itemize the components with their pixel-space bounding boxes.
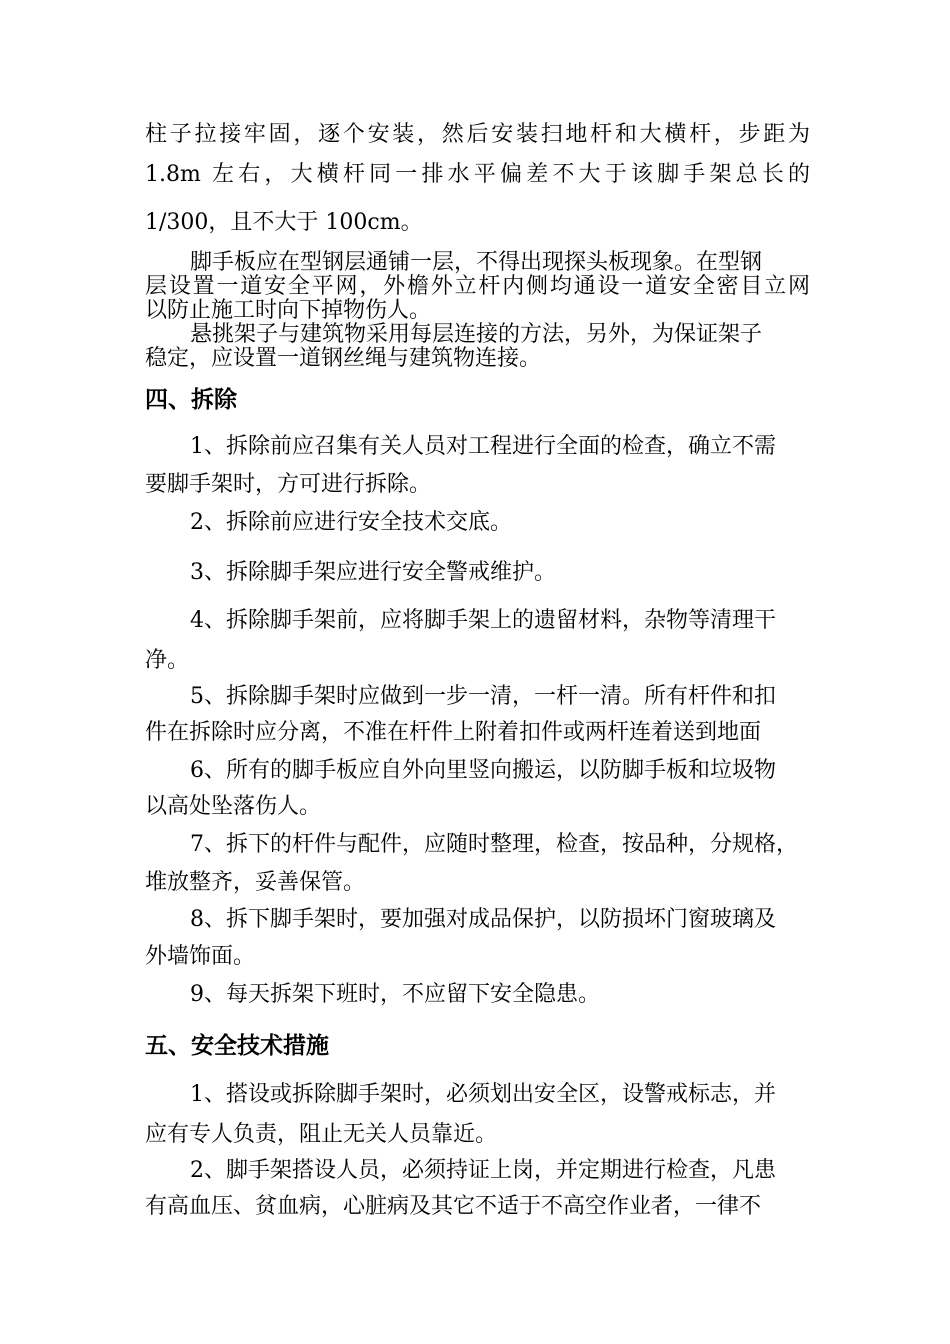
list-item-line: 9、每天拆架下班时，不应留下安全隐患。: [190, 982, 600, 1007]
paragraph-line: 悬挑架子与建筑物采用每层连接的方法，另外，为保证架子: [190, 322, 763, 347]
list-item-line: 以高处坠落伤人。: [145, 794, 322, 819]
paragraph-line: 1/300，且不大于 100cm。: [145, 210, 423, 235]
list-item-line: 外墙饰面。: [145, 944, 256, 969]
list-item-line: 2、拆除前应进行安全技术交底。: [190, 510, 512, 535]
paragraph-line: 稳定，应设置一道钢丝绳与建筑物连接。: [145, 346, 542, 371]
list-item-line: 5、拆除脚手架时应做到一步一清，一杆一清。所有杆件和扣: [190, 684, 776, 709]
list-item-line: 件在拆除时应分离，不准在杆件上附着扣件或两杆连着送到地面: [145, 720, 762, 745]
list-item-line: 2、脚手架搭设人员，必须持证上岗，并定期进行检查，凡患: [190, 1158, 776, 1183]
list-item-line: 6、所有的脚手板应自外向里竖向搬运，以防脚手板和垃圾物: [190, 758, 776, 783]
paragraph-line: 脚手板应在型钢层通铺一层，不得出现探头板现象。在型钢: [190, 250, 763, 275]
paragraph-line: 以防止施工时向下掉物伤人。: [145, 298, 432, 323]
list-item-line: 8、拆下脚手架时，要加强对成品保护，以防损坏门窗玻璃及: [190, 907, 776, 932]
list-item-line: 有高血压、贫血病，心脏病及其它不适于不高空作业者，一律不: [145, 1194, 762, 1219]
section-heading: 四、拆除: [145, 387, 237, 413]
list-item-line: 净。: [145, 648, 190, 673]
list-item-line: 要脚手架时，方可进行拆除。: [145, 472, 432, 497]
list-item-line: 应有专人负责，阻止无关人员靠近。: [145, 1122, 498, 1147]
list-item-line: 7、拆下的杆件与配件，应随时整理，检查，按品种，分规格，: [190, 832, 798, 857]
list-item-line: 1、拆除前应召集有关人员对工程进行全面的检查，确立不需: [190, 434, 776, 459]
list-item-line: 4、拆除脚手架前，应将脚手架上的遗留材料，杂物等清理干: [190, 608, 776, 633]
paragraph-line: 层设置一道安全平网，外檐外立杆内侧均通设一道安全密目立网: [145, 274, 810, 299]
section-heading: 五、安全技术措施: [145, 1033, 329, 1059]
list-item-line: 3、拆除脚手架应进行安全警戒维护。: [190, 560, 556, 585]
paragraph-line: 柱子拉接牢固，逐个安装，然后安装扫地杆和大横杆，步距为: [145, 122, 810, 147]
list-item-line: 1、搭设或拆除脚手架时，必须划出安全区，设警戒标志，并: [190, 1082, 776, 1107]
list-item-line: 堆放整齐，妥善保管。: [145, 870, 366, 895]
paragraph-line: 1.8m 左右，大横杆同一排水平偏差不大于该脚手架总长的: [145, 162, 810, 187]
